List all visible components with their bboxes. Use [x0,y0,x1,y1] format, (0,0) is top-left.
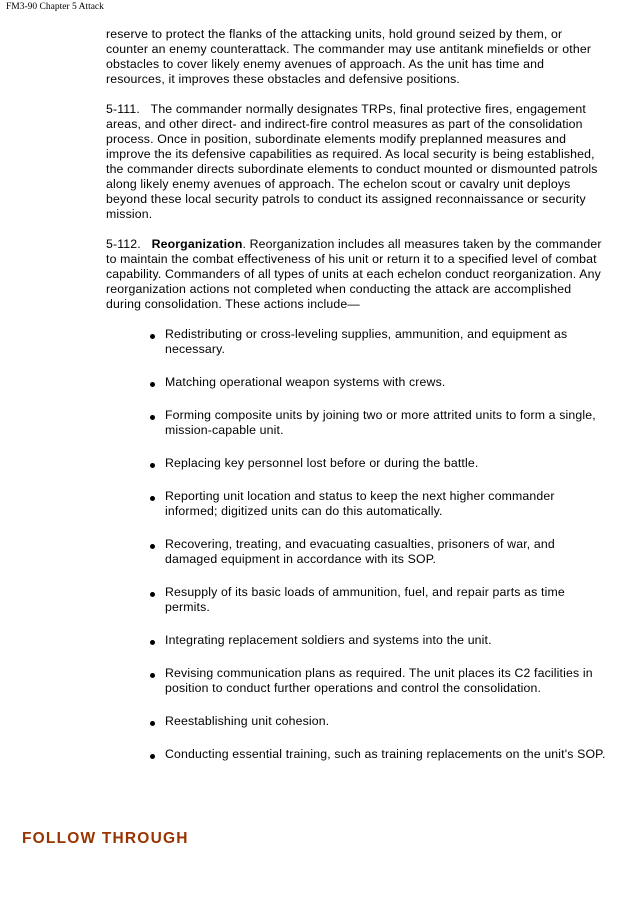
paragraph-text: The commander normally designates TRPs, final protective fires, engagement areas, and other direct- and indirect-fire control measures as part of the consolidation process. Once in position, subordinate elements modify preplanned measures and improve the its defensive capabilities as required. As local security is being established, the commander directs subordinate elements to conduct mounted or dismounted patrols along likely enemy avenues of approach. The echelon scout or cavalry unit deploys beyond these local security patrols to conduct its assigned reconnaissance or security mission. [106,102,598,221]
paragraph-5-112 [106,237,606,312]
list-item: Conducting essential training, such as training replacements on the unit's SOP. [150,747,606,762]
list-item: Redistributing or cross-leveling supplies, ammunition, and equipment as necessary. [150,327,606,357]
list-item: Forming composite units by joining two or more attrited units to form a single, mission-capable unit. [150,408,606,438]
paragraph-5-111 [106,102,606,222]
list-item: Replacing key personnel lost before or during the battle. [150,456,606,471]
list-item: Reestablishing unit cohesion. [150,714,606,729]
section-heading-follow-through: FOLLOW THROUGH [22,830,189,847]
list-item: Revising communication plans as required. The unit places its C2 facilities in position to conduct further operations and control the consolidation. [150,666,606,696]
paragraph-term: Reorganization [151,237,243,251]
running-head: FM3-90 Chapter 5 Attack [6,2,104,12]
list-item: Resupply of its basic loads of ammunition, fuel, and repair parts as time permits. [150,585,606,615]
body-text [106,27,606,780]
paragraph-continued: reserve to protect the flanks of the attacking units, hold ground seized by them, or counter an enemy counterattack. The commander may use antitank minefields or other obstacles to cover likely enemy avenues of approach. As the unit has time and resources, it improves these obstacles and defensive positions. [106,27,592,86]
list-item: Integrating replacement soldiers and systems into the unit. [150,633,606,648]
paragraph-number: 5-112. [106,237,141,251]
paragraph-number: 5-111. [106,102,140,116]
paragraph-text: . Reorganization includes all measures taken by the commander to maintain the combat effectiveness of his unit or return it to a specified level of combat capability. Commanders of all types of units at each echelon conduct reorganization. Any reorganization actions not completed when conducting the attack are accomplished during consolidation. These actions include— [106,237,602,311]
list-item: Reporting unit location and status to keep the next higher commander informed; digitized units can do this automatically. [150,489,606,519]
list-item: Matching operational weapon systems with crews. [150,375,606,390]
list-item: Recovering, treating, and evacuating casualties, prisoners of war, and damaged equipment in accordance with its SOP. [150,537,606,567]
reorganization-actions-list [106,327,606,762]
